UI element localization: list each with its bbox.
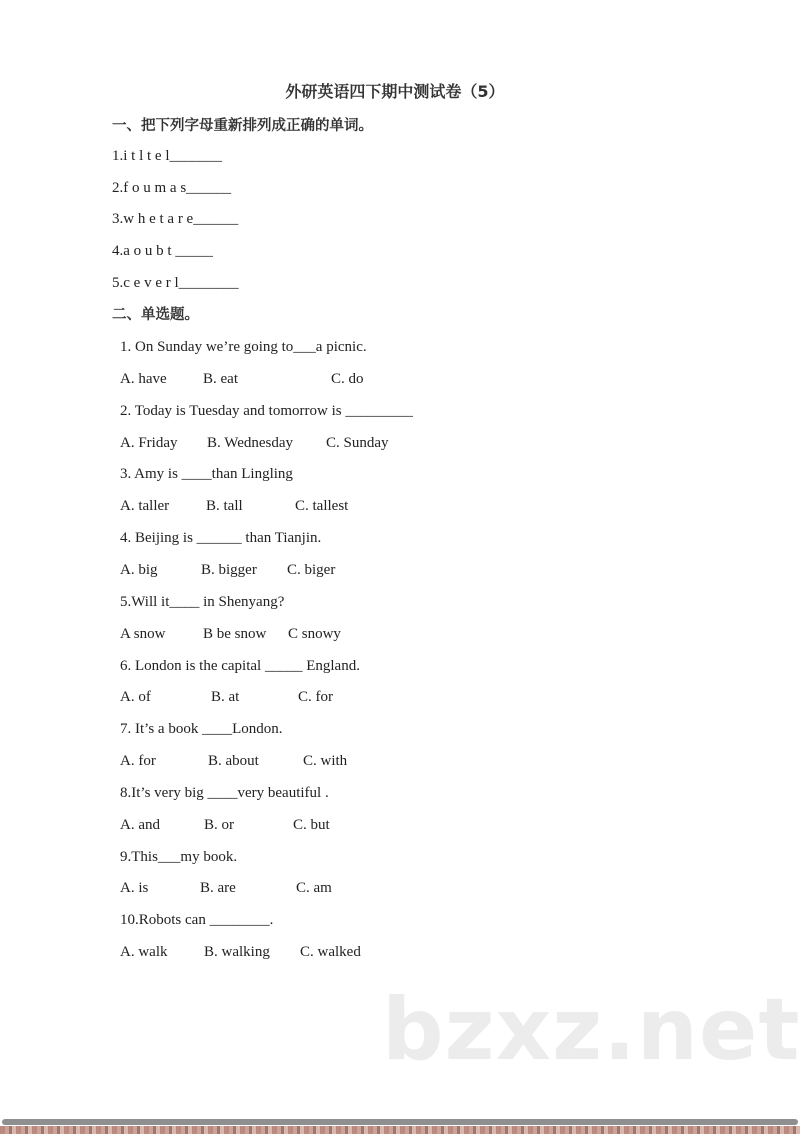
watermark: bzxz.net xyxy=(382,980,800,1080)
word-item: 1.i t l t e l_______ xyxy=(112,148,222,164)
question-text: 9.This___my book. xyxy=(120,848,238,865)
section-2-heading: 二、单选题。 xyxy=(112,307,199,323)
background-strip xyxy=(0,1126,800,1134)
answer-option-a: A. taller xyxy=(120,498,170,515)
section-1-heading: 一、把下列字母重新排列成正确的单词。 xyxy=(112,118,373,134)
answer-option-a: A. for xyxy=(120,753,156,769)
answer-option-a: A. is xyxy=(120,880,149,897)
answer-option-c: C. for xyxy=(298,689,333,706)
answer-option-c: C. do xyxy=(331,370,364,387)
horizontal-scrollbar[interactable] xyxy=(2,1119,798,1125)
question-text: 3. Amy is ____than Lingling xyxy=(120,466,293,483)
answer-option-c: C snowy xyxy=(288,625,341,642)
question-text: 1. On Sunday we’re going to___a picnic. xyxy=(120,339,367,355)
word-item: 4.a o u b t _____ xyxy=(112,243,213,259)
answer-option-a: A. of xyxy=(120,689,151,706)
answer-option-b: B. eat xyxy=(203,370,238,387)
answer-option-a: A. have xyxy=(120,370,167,387)
answer-option-b: B. at xyxy=(211,689,240,706)
answer-option-b: B. about xyxy=(208,753,259,769)
answer-option-b: B. Wednesday xyxy=(207,434,294,451)
answer-option-a: A. big xyxy=(120,561,158,578)
answer-option-b: B. bigger xyxy=(201,561,257,578)
answer-option-b: B. or xyxy=(204,816,234,833)
answer-option-a: A. and xyxy=(120,816,160,833)
answer-option-a: A snow xyxy=(120,625,166,642)
word-item: 5.c e v e r l________ xyxy=(112,275,239,291)
answer-option-b: B. tall xyxy=(206,498,243,515)
answer-option-c: C. but xyxy=(293,816,330,833)
answer-option-c: C. with xyxy=(303,753,348,769)
answer-option-b: B. are xyxy=(200,880,236,897)
answer-option-b: B be snow xyxy=(203,625,267,642)
answer-option-a: A. Friday xyxy=(120,434,178,451)
question-text: 2. Today is Tuesday and tomorrow is _________ xyxy=(120,402,413,419)
answer-option-c: C. Sunday xyxy=(326,434,389,451)
question-text: 6. London is the capital _____ England. xyxy=(120,657,360,674)
answer-option-c: C. am xyxy=(296,880,332,897)
page-title: 外研英语四下期中测试卷（5） xyxy=(285,82,505,101)
question-text: 8.It’s very big ____very beautiful . xyxy=(120,784,329,801)
question-text: 5.Will it____ in Shenyang? xyxy=(120,593,285,610)
question-text: 10.Robots can ________. xyxy=(120,912,274,929)
answer-option-b: B. walking xyxy=(204,944,270,961)
answer-option-a: A. walk xyxy=(120,944,168,961)
answer-option-c: C. biger xyxy=(287,561,336,578)
question-text: 4. Beijing is ______ than Tianjin. xyxy=(120,530,322,547)
answer-option-c: C. walked xyxy=(300,944,361,961)
word-item: 3.w h e t a r e______ xyxy=(112,211,239,227)
answer-option-c: C. tallest xyxy=(295,498,349,515)
question-text: 7. It’s a book ____London. xyxy=(120,721,283,738)
word-item: 2.f o u m a s______ xyxy=(112,180,232,196)
